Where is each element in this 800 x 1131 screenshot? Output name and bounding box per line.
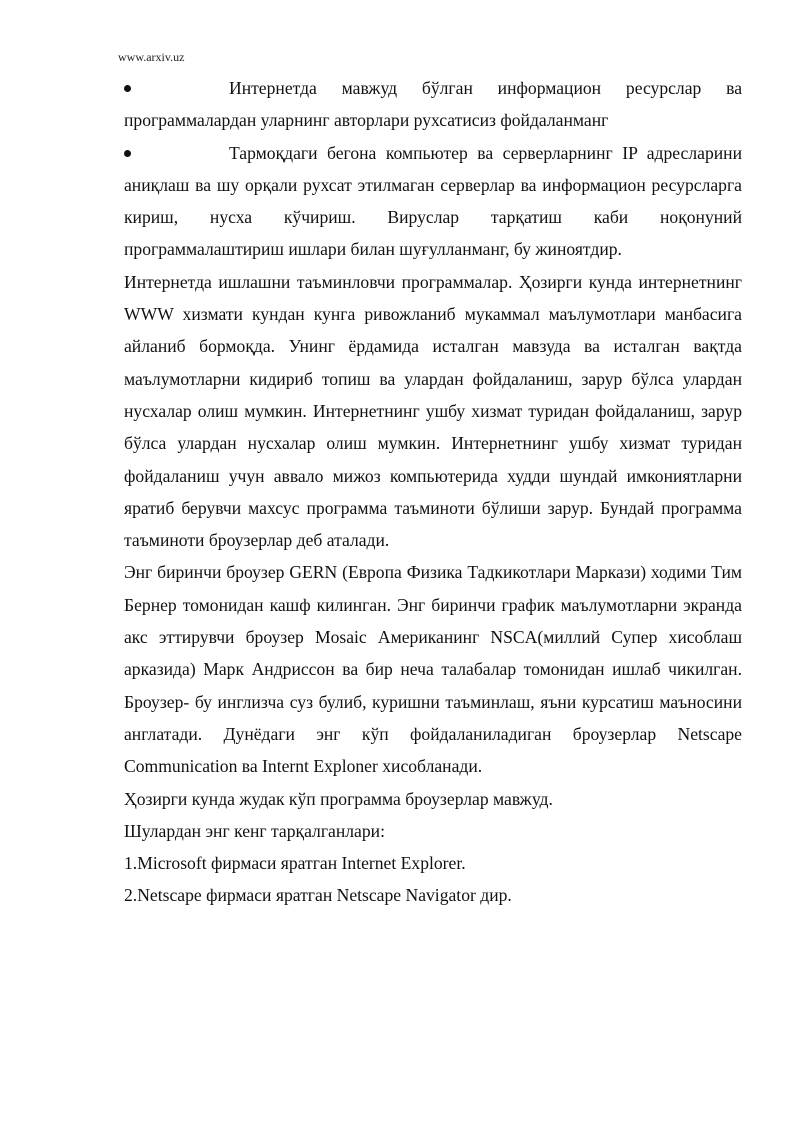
site-header-url: www.arxiv.uz <box>118 50 185 64</box>
paragraph-browser-software: Интернетда ишлашни таъминловчи программалар. Ҳозирги кунда интернетнинг WWW хизмати кундан кунга ривожланиб мукаммал маълумотлари манбасига айланиб бормоқда. Унинг ёрдамида исталган мавзуда ва исталган вақтда маълумотларни кидириб топиш ва улардан фойдаланиш, зарур бўлса улардан нусхалар олиш мумкин. Интернетнинг ушбу хизмат туридан фойдаланиш, зарур бўлса улардан нусхалар олиш мумкин. Интернетнинг ушбу хизмат туридан фойдаланиш учун аввало мижоз компьютерида худди шундай имкониятларни яратиб берувчи махсус программа таъминоти бўлиши зарур. Бундай программа таъминоти броузерлар деб аталади. <box>124 271 742 551</box>
paragraph-many-browsers: Ҳозирги кунда жудак кўп программа броузерлар мавжуд. <box>124 788 553 809</box>
paragraph-widespread-heading: Шулардан энг кенг тарқалганлари: <box>124 820 385 841</box>
bullet-text: Тармоқдаги бегона компьютер ва серверларнинг IP адресларини аниқлаш ва шу орқали рухсат этилмаган серверлар ва информацион ресурсларга кириш, нусха кўчириш. Вируслар тарқатиш каби ноқонуний программалаштириш ишлари билан шуғулланманг, бу жиноятдир. <box>124 142 742 260</box>
bullet-item <box>124 137 742 266</box>
bullet-item <box>124 72 742 137</box>
list-item-internet-explorer: 1.Microsoft фирмаси яратган Internet Explorer. <box>124 853 466 874</box>
document-body <box>124 72 742 912</box>
list-item-netscape-navigator: 2.Netscape фирмаси яратган Netscape Navigator дир. <box>124 885 512 906</box>
paragraph-first-browser: Энг биринчи броузер GERN (Европа Физика Тадкикотлари Маркази) ходими Тим Бернер томонидан кашф килинган. Энг биринчи график маълумотларни экранда акс эттирувчи броузер Mosaic Американинг NSCA(миллий Супер хисоблаш арказида) Марк Андриссон ва бир неча талабалар томонидан ишлаб чикилган. Броузер- бу инглизча суз булиб, куришни таъминлаш, яъни курсатиш маъносини англатади. Дунёдаги энг кўп фойдаланиладиган броузерлар Netscape Communication ва Internt Exploner хисобланади. <box>124 562 742 777</box>
bullet-text: Интернетда мавжуд бўлган информацион ресурслар ва программалардан уларнинг авторлари рухсатисиз фойдаланманг <box>124 78 742 131</box>
